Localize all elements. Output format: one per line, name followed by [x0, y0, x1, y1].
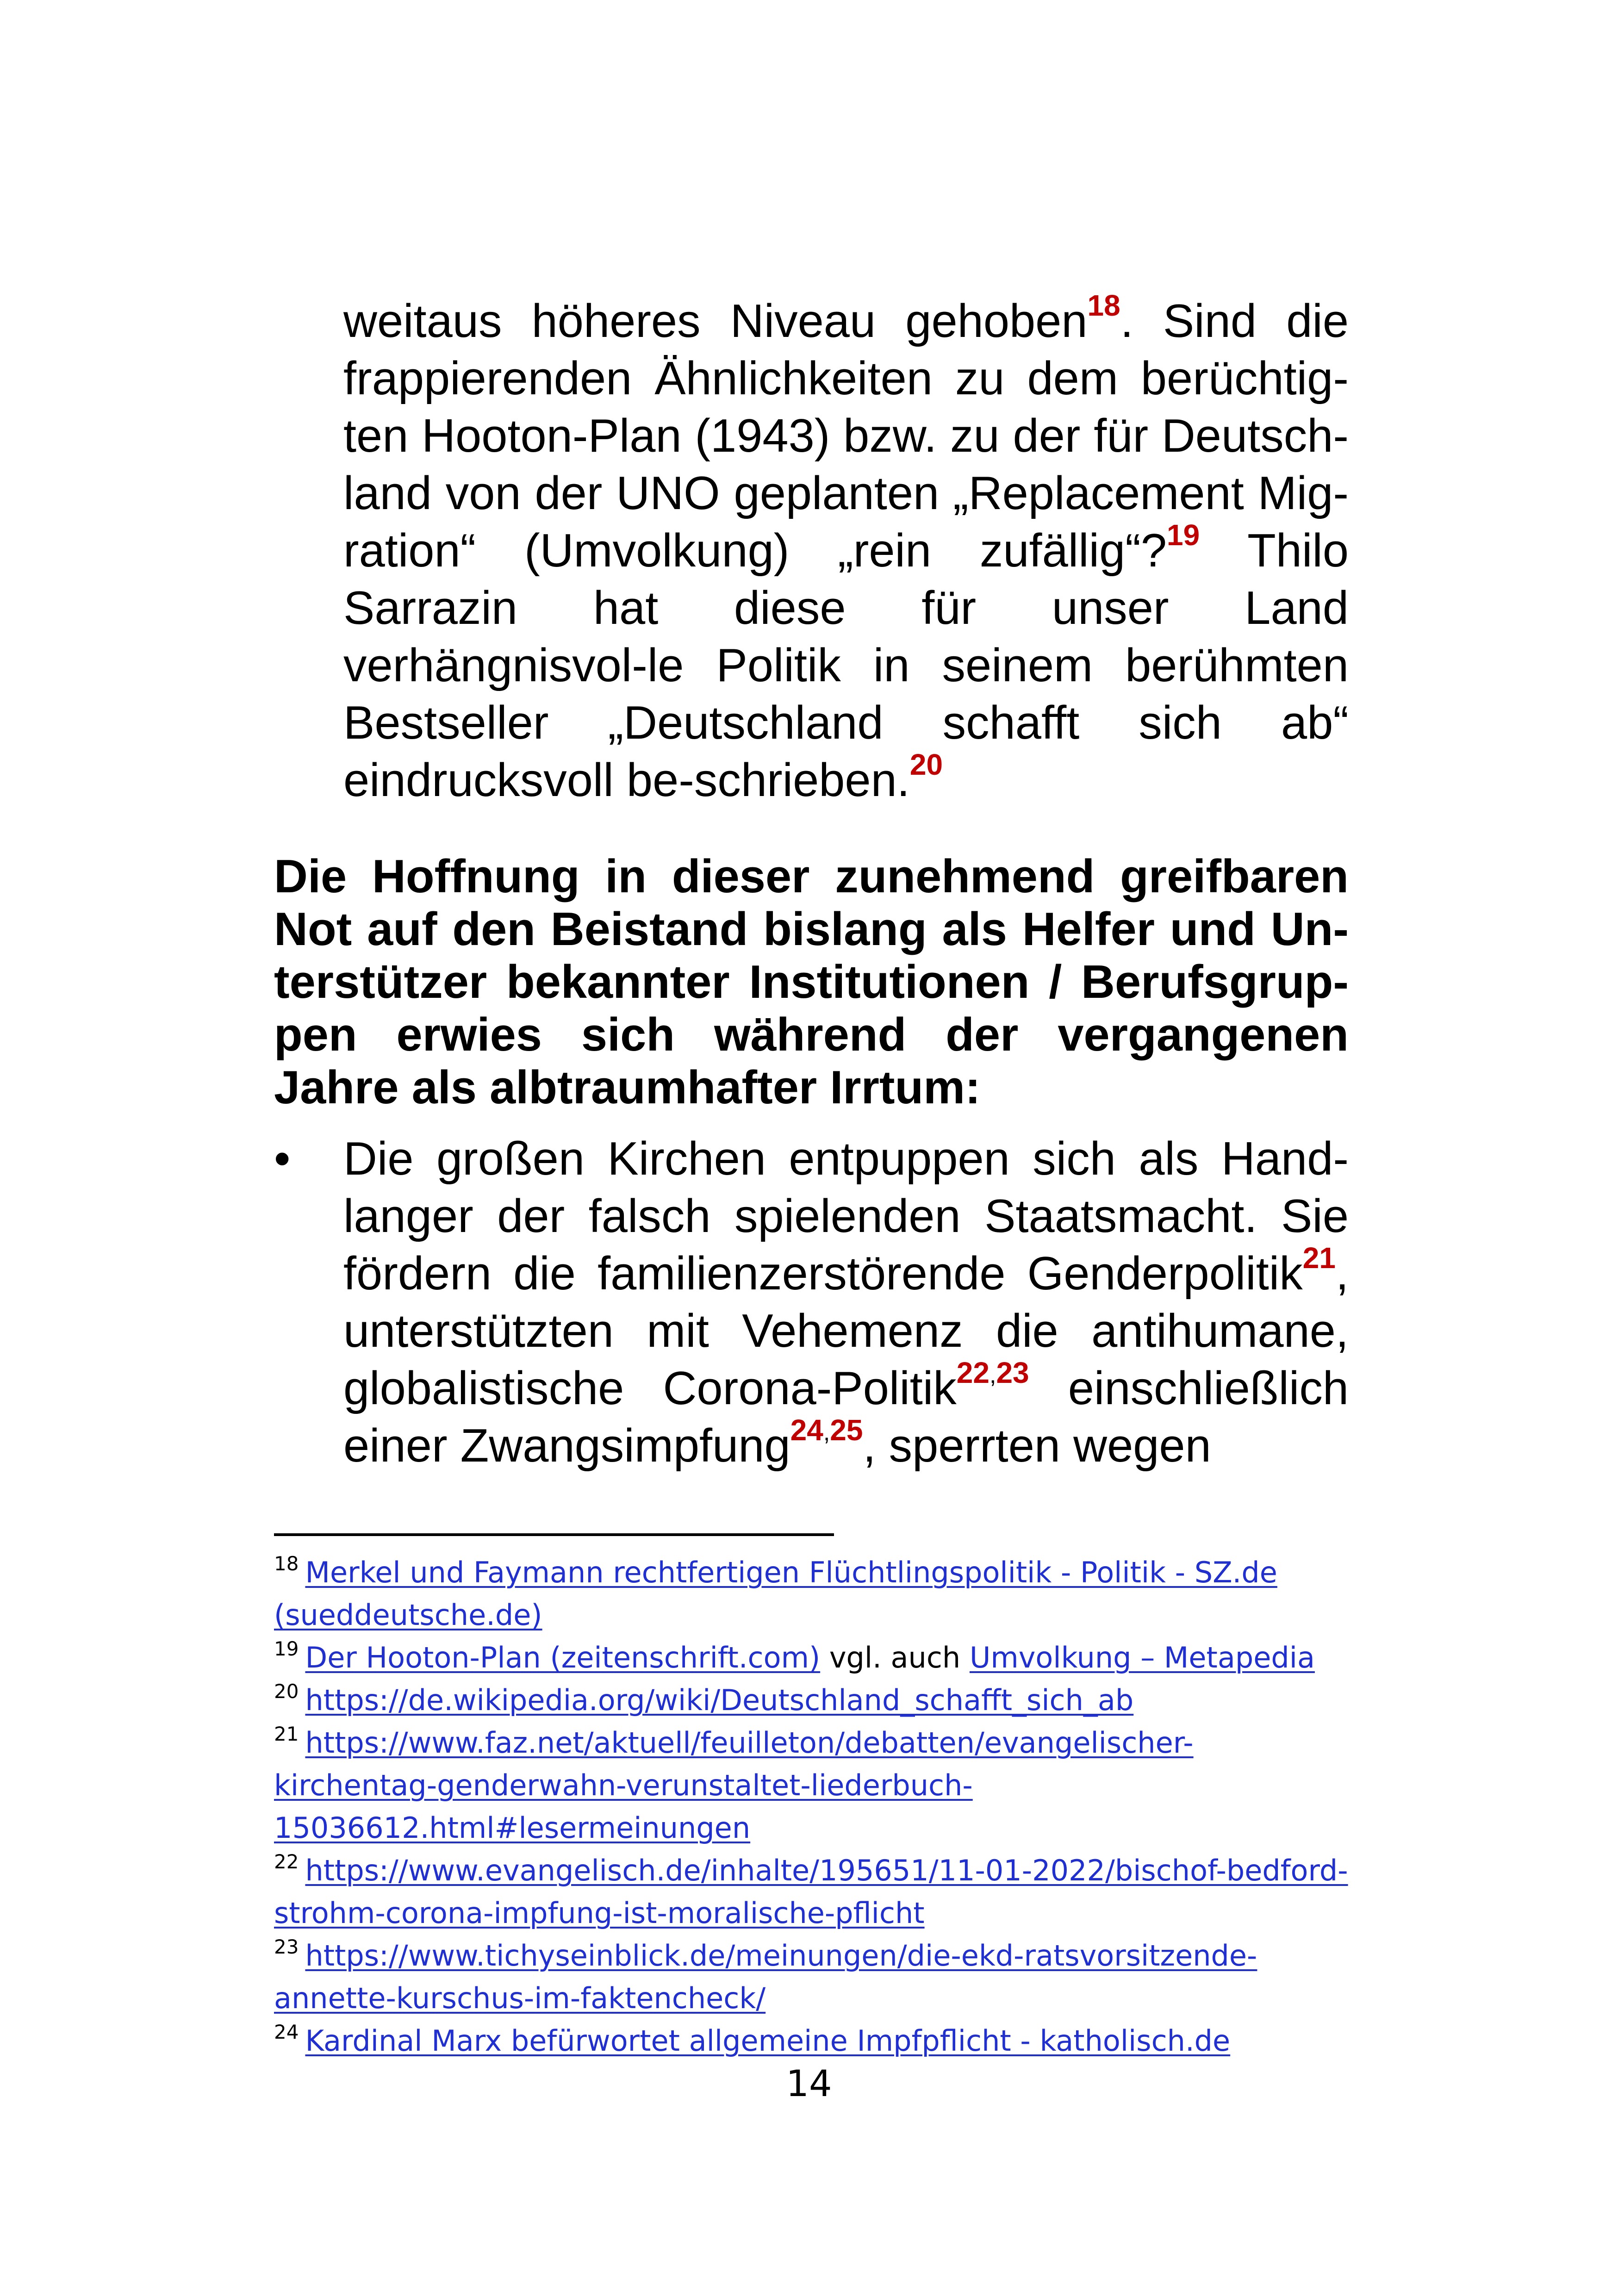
footnote-text: vgl. auch: [820, 1641, 970, 1674]
footnote-21: [274, 1722, 1349, 1849]
footnote-ref-21[interactable]: 21: [1302, 1241, 1336, 1275]
footnote-number: 19: [274, 1637, 299, 1660]
footnote-link[interactable]: Merkel und Faymann rechtfertigen Flüchtlingspolitik - Politik - SZ.de (sueddeutsche.de): [274, 1556, 1277, 1632]
footnote-18: [274, 1551, 1349, 1636]
footnote-number: 24: [274, 2021, 299, 2043]
footnote-ref-separator: ,: [823, 1419, 830, 1446]
footnotes-section: [274, 1551, 1349, 2062]
footnote-22: [274, 1849, 1349, 1935]
footnote-24: [274, 2020, 1349, 2062]
footnote-ref-20[interactable]: 20: [909, 748, 943, 781]
footnote-link[interactable]: https://www.faz.net/aktuell/feuilleton/debatten/evangelischer-kirchentag-genderwahn-verunstaltet-liederbuch-15036612.html#lesermeinungen: [274, 1726, 1194, 1845]
footnote-number: 22: [274, 1850, 299, 1873]
footnote-link[interactable]: https://www.evangelisch.de/inhalte/195651/11-01-2022/bischof-bedford-strohm-corona-impfung-ist-moralische-pflicht: [274, 1854, 1348, 1930]
footnote-link[interactable]: https://www.tichyseinblick.de/meinungen/die-ekd-ratsvorsitzende-annette-kurschus-im-faktencheck/: [274, 1939, 1257, 2015]
footnote-link[interactable]: Kardinal Marx befürwortet allgemeine Impfpflicht - katholisch.de: [305, 2024, 1231, 2058]
bullet-text-part: , unterstützten mit Vehemenz die antihumane, globalistische Corona-Politik: [343, 1248, 1349, 1414]
footnote-number: 21: [274, 1723, 299, 1745]
section-heading: Die Hoffnung in dieser zunehmend greifbaren Not auf den Beistand bislang als Helfer und Un-terstützer bekannter Institutionen / Berufsgrup-pen erwies sich während der vergangenen Jahre als albtraumhafter Irrtum:: [274, 851, 1349, 1114]
footnote-link-secondary[interactable]: Umvolkung – Metapedia: [969, 1641, 1315, 1674]
footnote-ref-23[interactable]: 23: [996, 1356, 1029, 1389]
footnote-link[interactable]: Der Hooton-Plan (zeitenschrift.com): [305, 1641, 821, 1674]
continuation-paragraph: [343, 289, 1349, 809]
footnote-23: [274, 1935, 1349, 2020]
footnote-number: 20: [274, 1680, 299, 1703]
bullet-text-part: , sperrten wegen: [863, 1420, 1211, 1472]
bullet-text-part: einschließlich einer Zwangsimpfung: [343, 1363, 1349, 1472]
paragraph-text-part: . Sind die frappierenden Ähnlichkeiten zu dem berüchtig-ten Hooton-Plan (1943) bzw. zu der für Deutsch-land von der UNO geplanten „Replacement Mig-ration“ (Umvolkung) „rein zufällig“?: [343, 295, 1349, 577]
paragraph-text-part: Thilo Sarrazin hat diese für unser Land verhängnisvol-le Politik in seinem berühmten Bestseller „Deutschland schafft sich ab“ eindrucksvoll be-schrieben.: [343, 525, 1349, 806]
footnote-20: [274, 1679, 1349, 1722]
footnote-ref-22[interactable]: 22: [956, 1356, 989, 1389]
footnote-ref-18[interactable]: 18: [1087, 289, 1120, 322]
bullet-text: [343, 1130, 1349, 1475]
footnote-19: [274, 1636, 1349, 1679]
paragraph-text: [343, 289, 1349, 809]
footnote-ref-24[interactable]: 24: [790, 1413, 823, 1447]
footnote-number: 18: [274, 1552, 299, 1575]
bullet-text-part: Die großen Kirchen entpuppen sich als Hand-langer der falsch spielenden Staatsmacht. Sie fördern die familienzerstörende Genderpolitik: [343, 1133, 1349, 1300]
footnote-ref-separator: ,: [989, 1362, 996, 1388]
footnote-separator-rule: [274, 1533, 834, 1536]
page-number: 14: [786, 2063, 832, 2105]
bullet-marker: •: [274, 1133, 291, 1185]
footnote-ref-25[interactable]: 25: [830, 1413, 863, 1447]
footnote-link[interactable]: https://de.wikipedia.org/wiki/Deutschland_schafft_sich_ab: [305, 1683, 1134, 1717]
paragraph-text-part: weitaus höheres Niveau gehoben: [343, 295, 1088, 347]
footnote-number: 23: [274, 1935, 299, 1958]
footnote-ref-19[interactable]: 19: [1167, 518, 1200, 552]
